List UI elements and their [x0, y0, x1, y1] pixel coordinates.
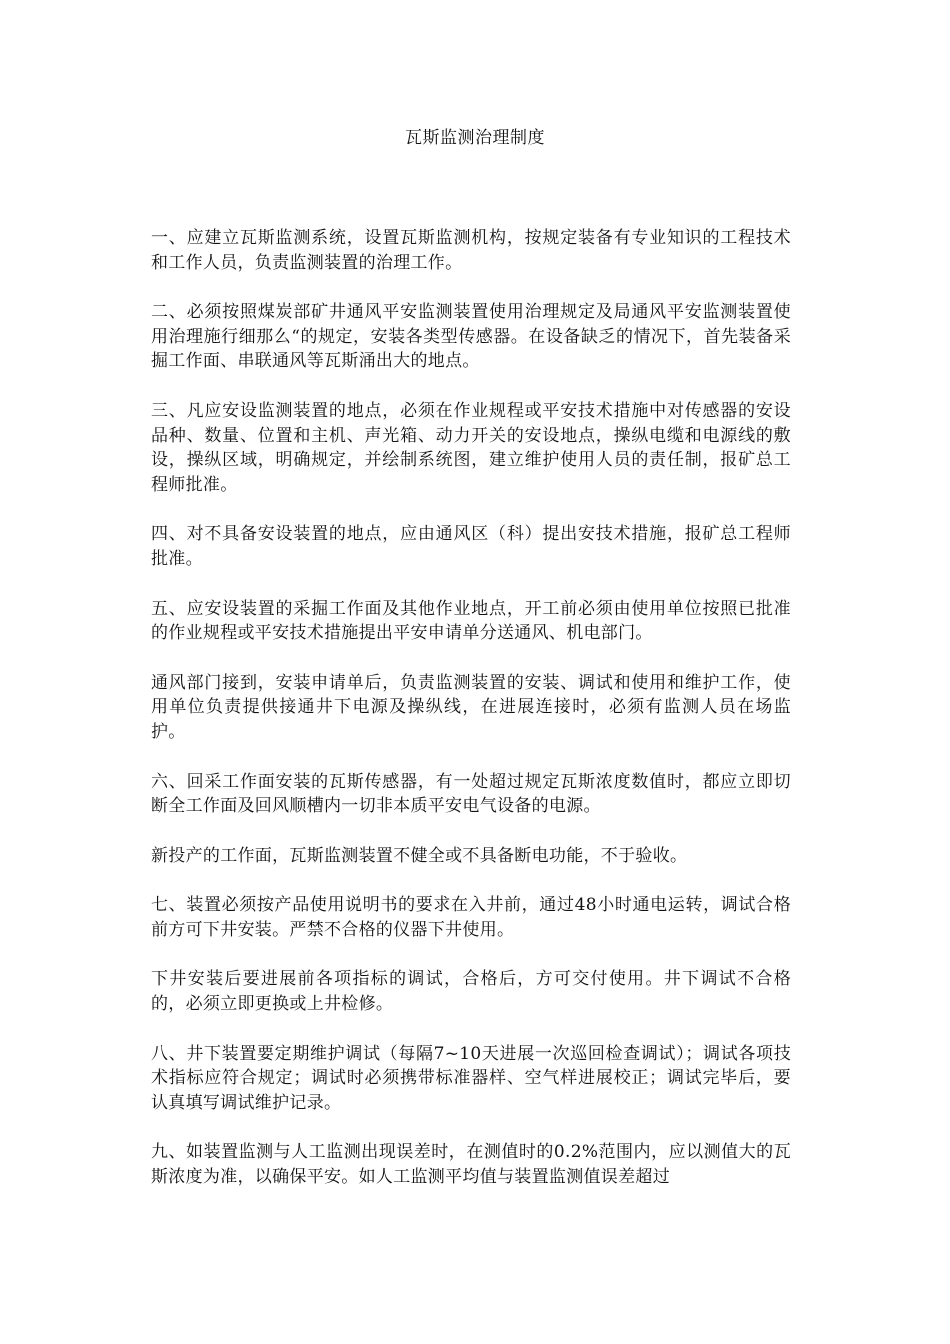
- paragraph-9: 七、装置必须按产品使用说明书的要求在入井前，通过48小时通电运转，调试合格前方可下井安装。严禁不合格的仪器下井使用。: [151, 895, 791, 940]
- document-title: 瓦斯监测治理制度: [405, 128, 545, 148]
- paragraph-11: 八、井下装置要定期维护调试（每隔7~10天进展一次巡回检查调试）；调试各项技术指标应符合规定；调试时必须携带标准器样、空气样进展校正；调试完毕后，要认真填写调试维护记录。: [151, 1043, 791, 1113]
- paragraph-2: 二、必须按照煤炭部矿井通风平安监测装置使用治理规定及局通风平安监测装置使用治理施行细那么“的规定，安装各类型传感器。在设备缺乏的情况下，首先装备采掘工作面、串联通风等瓦斯涌出大的地点。: [151, 302, 791, 372]
- paragraph-1: 一、应建立瓦斯监测系统，设置瓦斯监测机构，按规定装备有专业知识的工程技术和工作人员，负责监测装置的治理工作。: [151, 228, 791, 273]
- document-body: [151, 226, 791, 1190]
- paragraph-4: 四、对不具备安设装置的地点，应由通风区（科）提出安技术措施，报矿总工程师批准。: [151, 524, 791, 569]
- paragraph-12: 九、如装置监测与人工监测出现误差时，在测值时的0.2%范围内，应以测值大的瓦斯浓度为准，以确保平安。如人工监测平均值与装置监测值误差超过: [151, 1142, 791, 1188]
- paragraph-5: 五、应安设装置的采掘工作面及其他作业地点，开工前必须由使用单位按照已批准的作业规程或平安技术措施提出平安申请单分送通风、机电部门。: [151, 598, 791, 644]
- paragraph-7: 六、回采工作面安装的瓦斯传感器，有一处超过规定瓦斯浓度数值时，都应立即切断全工作面及回风顺槽内一切非本质平安电气设备的电源。: [151, 771, 791, 817]
- paragraph-3: 三、凡应安设监测装置的地点，必须在作业规程或平安技术措施中对传感器的安设品种、数量、位置和主机、声光箱、动力开关的安设地点，操纵电缆和电源线的敷设，操纵区域，明确规定，并绘制系统图，建立维护使用人员的责任制，报矿总工程师批准。: [151, 400, 791, 495]
- paragraph-10: 下井安装后要进展前各项指标的调试，合格后，方可交付使用。井下调试不合格的，必须立即更换或上井检修。: [151, 969, 791, 1015]
- paragraph-6: 通风部门接到，安装申请单后，负责监测装置的安装、调试和使用和维护工作，使用单位负责提供接通井下电源及操纵线，在进展连接时，必须有监测人员在场监护。: [151, 672, 791, 742]
- paragraph-8: 新投产的工作面，瓦斯监测装置不健全或不具备断电功能，不于验收。: [151, 845, 688, 866]
